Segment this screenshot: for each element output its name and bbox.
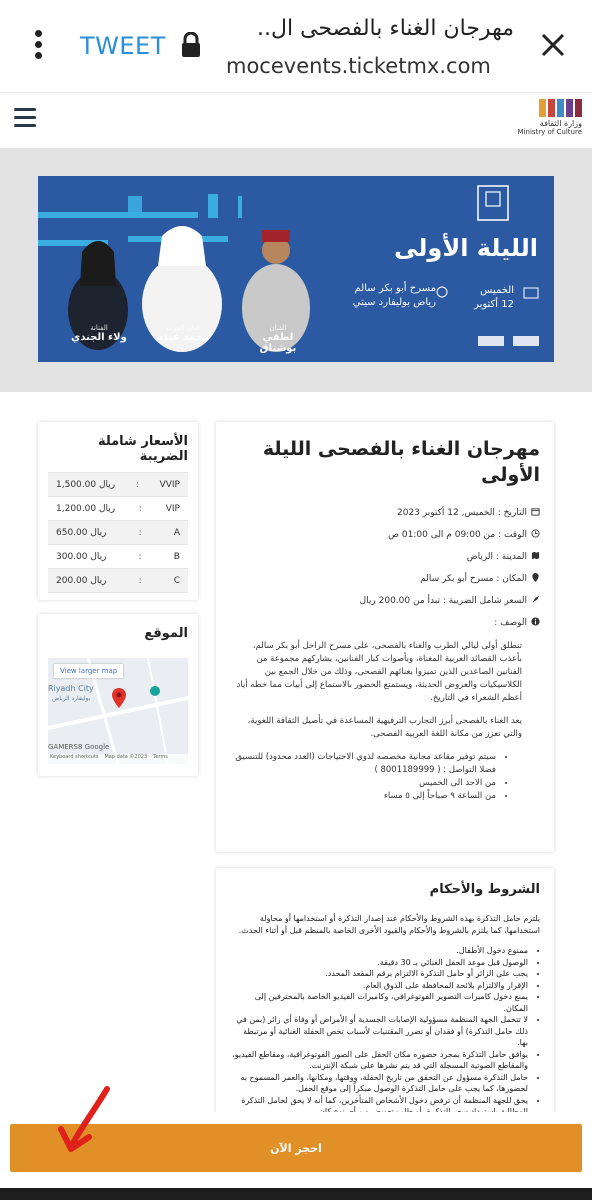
event-venue-text: المكان : مسرح أبو بكر سالم (420, 574, 527, 584)
event-banner (38, 176, 554, 362)
event-city (230, 546, 540, 568)
price-value: 1,500.00 ريال (56, 479, 116, 490)
price-tier: B (173, 551, 180, 562)
banner-date (474, 284, 514, 312)
price-value: 300.00 ريال (56, 551, 107, 562)
description-bullets (230, 751, 522, 803)
rocket-icon (531, 595, 540, 604)
prices-card (38, 422, 198, 600)
price-tier: VIP (165, 503, 180, 514)
price-tier: A (173, 527, 180, 538)
red-arrow-annotation (55, 1085, 115, 1155)
price-row (48, 473, 188, 497)
embedded-map[interactable] (48, 658, 188, 764)
terms-intro: يلتزم حامل التذكرة بهذه الشروط والأحكام عند إصدار التذكرة أو استخدامها أو محاولة استخدامها، كما يلتزم بالشروط والأحكام والقيود الأخرى الخاصة بالمنظم قبل أو أثناء الحدث. (238, 914, 540, 935)
prices-heading: الأسعار شاملة الضريبة (97, 434, 188, 464)
location-card (38, 614, 198, 776)
event-time-text: الوقت : من 09:00 م الى 01:00 ص (388, 530, 527, 540)
event-description (230, 640, 540, 803)
price-tier: C (173, 575, 180, 586)
event-city-text: المدينة : الرياض (466, 552, 527, 562)
price-value: 650.00 ريال (56, 527, 107, 538)
location-pin-icon (531, 573, 540, 582)
book-now-button[interactable]: احجز الآن (10, 1124, 582, 1172)
logo-text-ar: وزارة الثقافة (539, 119, 582, 128)
page-title: مهرجان الغناء بالفصحى ال.. (257, 16, 514, 41)
banner-night-title: الليلة الأولى (394, 234, 538, 262)
terms-card (216, 868, 554, 1118)
terms-item: • يمنع دخول كاميرات التصوير الفوتوغرافي، وكاميرات الفيديو الخاصة بالمحترفين إلى المكان. (230, 991, 528, 1014)
terms-item: • يحق للجهة المنظمة أن ترفض دخول الأشخاص المتأخرين، كما أنه لا يحق لحامل التذكرة (230, 1095, 528, 1118)
terms-title: الشروط والأحكام (429, 882, 540, 897)
map-data-credit: Map data ©2023 (104, 754, 148, 760)
map-poi-icon[interactable] (150, 686, 160, 696)
map-pin-icon[interactable] (112, 688, 126, 708)
description-paragraph: تنطلق أولى ليالي الطرب والغناء بالفصحى، على مسرح الراحل أبو بكر سالم، بأعذب القصائد العربية المغناة، وبأصوات كبار الفنانين، يشاركهم مجموعة من الفنانين الصاعدين الذين تميزوا بغنائهم الفصحى، وذلك من خلال الجمع بين الكلاسيكيات والعروض الحديثة، ويستمتع الحضور بالاستماع إلى أبيات مما خطه أياد أعظم الشعراء في التاريخ. (236, 641, 522, 703)
hamburger-menu-icon[interactable] (14, 108, 36, 130)
google-logo: Google (84, 743, 110, 751)
terms-item: • يوافق حامل التذكرة بمجرد حضوره مكان الحفل على الصور الفوتوغرافية، ومقاطع الفيديو، والمقاطع الصوتية المسجلة التي قد يتم نشرها على شبكة الإنترنت. (230, 1049, 528, 1072)
price-row (48, 569, 188, 593)
price-separator: : (138, 503, 142, 514)
banner-venue-line2: رياض بوليفارد سيتي (352, 297, 436, 308)
clock-icon (531, 529, 540, 538)
calendar-icon (531, 507, 540, 516)
site-header (0, 92, 592, 148)
price-row (48, 521, 188, 545)
map-city-label: Riyadh City (48, 684, 94, 693)
price-separator: : (138, 527, 142, 538)
banner-day-name: الخميس (480, 285, 514, 296)
close-icon[interactable] (538, 30, 568, 60)
artist-name: ولاء الجندي (71, 332, 127, 343)
banner-day-date: 12 أكتوبر (474, 299, 514, 310)
info-icon (531, 617, 540, 626)
event-date (230, 502, 540, 524)
price-value: 200.00 ريال (56, 575, 107, 586)
artist-name: محمد عبده (157, 332, 209, 343)
ministry-of-culture-logo[interactable] (516, 99, 582, 143)
artist-1 (243, 324, 313, 354)
event-venue (230, 568, 540, 590)
event-time (230, 524, 540, 546)
terms-item: • يجب على الزائر أو حامل التذكرة الالتزام برقم المقعد المحدد. (230, 968, 528, 980)
artist-3 (64, 324, 134, 343)
terms-item: • الإقرار والالتزام بلائحة المحافظة على الذوق العام. (230, 980, 528, 992)
map-terms-link[interactable]: Terms (153, 754, 168, 760)
map-footer (48, 754, 188, 764)
price-row (48, 545, 188, 569)
event-title: مهرجان الغناء بالفصحى الليلة الأولى (262, 438, 540, 486)
artist-2 (148, 324, 218, 343)
kebab-menu-icon[interactable] (28, 30, 48, 62)
map-icon (531, 551, 540, 560)
event-price-text: السعر شامل الضريبة : تبدأ من 200.00 ريال (359, 596, 527, 606)
event-date-text: التاريخ : الخميس, 12 أكتوبر 2023 (397, 508, 527, 518)
terms-item: • الوصول قبل موعد الحفل الغنائي بـ 30 دقيقة. (230, 957, 528, 969)
event-details-card (216, 422, 554, 852)
map-place-label (48, 743, 109, 751)
description-bullet: • سيتم توفير مقاعد مجانية مخصصه لذوي الاحتياجات (العدد محدود) للتنسيق فضلا التواصل : ( 8001189999 ) (230, 751, 496, 777)
event-price (230, 590, 540, 612)
view-larger-map-link[interactable]: View larger map (54, 664, 123, 678)
description-bullet: • من الساعة ٩ صباحاً إلى ٥ مساء (230, 790, 496, 803)
location-heading: الموقع (144, 626, 188, 641)
map-keyboard-shortcuts[interactable]: Keyboard shortcuts (50, 754, 99, 760)
price-row (48, 497, 188, 521)
map-gamers8-label: GAMERS8 (48, 743, 83, 751)
banner-venue (353, 282, 436, 310)
event-description-label-text: الوصف : (494, 618, 527, 628)
terms-list (230, 945, 540, 1118)
price-separator: : (135, 479, 139, 490)
logo-mark (516, 99, 582, 117)
price-value: 1,200.00 ريال (56, 503, 116, 514)
artist-name: لطفي بوشناق (259, 332, 297, 354)
terms-item: • ممنوع دخول الأطفال. (230, 945, 528, 957)
event-description-label (230, 612, 540, 634)
browser-toolbar (0, 0, 592, 92)
prices-table (48, 472, 188, 593)
price-separator: : (138, 551, 142, 562)
logo-text-en: Ministry of Culture (517, 128, 582, 136)
price-tier: VVIP (159, 479, 180, 490)
terms-item: • حامل التذكرة مسؤول عن التحقق من تاريخ الحفلة، ووقتها، ومكانها، والعمر المسموح به لحضورها، كما يجب على حامل التذكرة الوصول مبكراً إلى موقع الحفل. (230, 1072, 528, 1095)
tweet-button[interactable]: TWEET (80, 32, 166, 60)
price-separator: : (138, 575, 142, 586)
lock-icon (180, 32, 202, 58)
page-url[interactable]: mocevents.ticketmx.com (226, 54, 491, 78)
banner-venue-line1: مسرح أبو بكر سالم (354, 283, 436, 294)
description-bullet: • من الاحد الى الخميس (230, 777, 496, 790)
system-nav-bar (0, 1188, 592, 1200)
map-city-label-ar: بوليفارد الرياض (52, 695, 91, 702)
artist-role: الفنانة (90, 324, 108, 332)
banner-section (0, 148, 592, 392)
terms-item: • لا تتحمل الجهة المنظمة مسؤولية الإصابات الجسدية أو الأمراض أو وفاة أي زائر (بمن في ذلك حامل التذكرة) أو فقدان أو تضرر المقتنيات لأسباب تخص الحفلة الغنائية أو مرتبطة بها. (230, 1014, 528, 1049)
artist-role: فنان العرب (166, 324, 200, 332)
artist-role: الفنان (269, 324, 287, 332)
description-paragraph: يعد الغناء بالفصحى أبرز التجارب الترفيهية المساعدة في تأصيل الثقافة اللغوية، والتي تعزز من مكانة اللغة العربية الفصحى. (247, 716, 522, 739)
